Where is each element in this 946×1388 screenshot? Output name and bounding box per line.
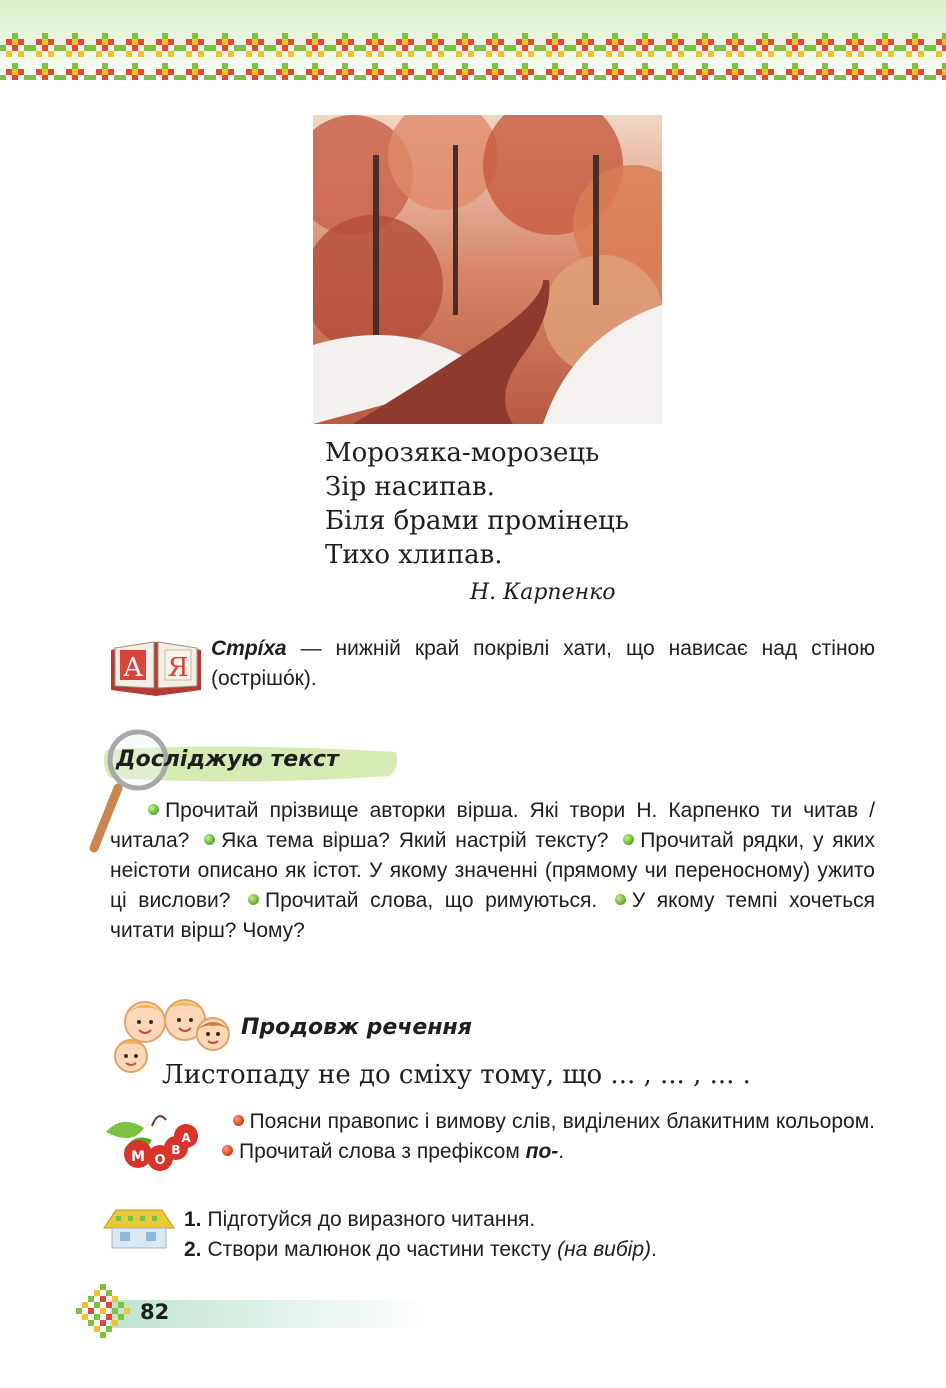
top-ornament-band: [0, 0, 946, 92]
green-bullet-icon: [623, 834, 634, 845]
footer-ornament: [70, 1280, 430, 1350]
green-bullet-icon: [248, 894, 259, 905]
red-bullet-icon: [222, 1145, 233, 1156]
mova-letter: М: [131, 1149, 145, 1165]
mova-letter: О: [154, 1153, 166, 1168]
task-text: Підготуйся до виразного читання.: [207, 1208, 536, 1231]
task-text: Створи малюнок до частини тексту: [207, 1238, 558, 1261]
task-number: 2.: [184, 1238, 202, 1261]
dict-icon-letter-ya: Я: [167, 653, 189, 683]
poem-line: Біля брами промінець: [325, 506, 629, 536]
poem-line: Зір насипав.: [325, 472, 495, 502]
task-number: 1.: [184, 1208, 202, 1231]
green-bullet-icon: [204, 834, 215, 845]
dict-icon-letter-a: А: [123, 653, 143, 683]
red-bullet-icon: [233, 1115, 244, 1126]
poem: [325, 436, 629, 572]
research-item: У якому темпі хочеться читати вірш? Чому?: [110, 889, 876, 942]
task-item: [184, 1205, 657, 1235]
mova-letter: В: [171, 1143, 181, 1157]
poem-line: Тихо хлипав.: [325, 540, 503, 570]
task-item: [184, 1235, 657, 1265]
mova-tasks: [216, 1107, 875, 1167]
research-item: Прочитай прізвище авторки вірша. Які твори Н. Карпенко ти читав / читала?: [110, 799, 875, 852]
autumn-snow-path-photo: [313, 115, 662, 424]
dictionary-term: Стрíха: [211, 637, 287, 660]
mova-item-end: .: [558, 1140, 565, 1163]
viburnum-mova-icon: [102, 1106, 202, 1176]
dictionary-book-icon: [107, 636, 205, 698]
dictionary-entry: [211, 634, 875, 694]
dictionary-definition: — нижній край покрівлі хати, що нависає над стіною (острішóк).: [211, 637, 875, 690]
research-item: Прочитай слова, що римуються.: [265, 889, 598, 912]
green-bullet-icon: [615, 894, 626, 905]
task-end: .: [651, 1238, 657, 1261]
mova-item: Поясни правопис і вимову слів, виділених блакитним кольором.: [249, 1110, 875, 1133]
research-item: Яка тема вірша? Який настрій тексту?: [221, 829, 609, 852]
house-icon: [102, 1206, 176, 1250]
section-title-continue: Продовж речення: [241, 1015, 472, 1040]
research-tasks: [110, 796, 875, 946]
task-hint: (на вибір): [557, 1238, 651, 1261]
poem-line: Морозяка-морозець: [325, 438, 600, 468]
mova-letter: А: [181, 1131, 191, 1145]
page-number: 82: [140, 1300, 170, 1324]
research-item: Прочитай рядки, у яких неістоти описано як істот. У якому значенні (прямому чи переносному) ужито ці вислови?: [110, 829, 876, 912]
mova-item: Прочитай слова з префіксом: [239, 1140, 526, 1163]
section-title-research: Досліджую текст: [116, 747, 339, 772]
mova-prefix: по-: [525, 1140, 559, 1163]
continue-sentence: Листопаду не до сміху тому, що ... , ... , ... .: [162, 1060, 751, 1090]
green-bullet-icon: [148, 804, 159, 815]
poem-author: Н. Карпенко: [470, 580, 616, 605]
homework-tasks: [184, 1205, 657, 1265]
